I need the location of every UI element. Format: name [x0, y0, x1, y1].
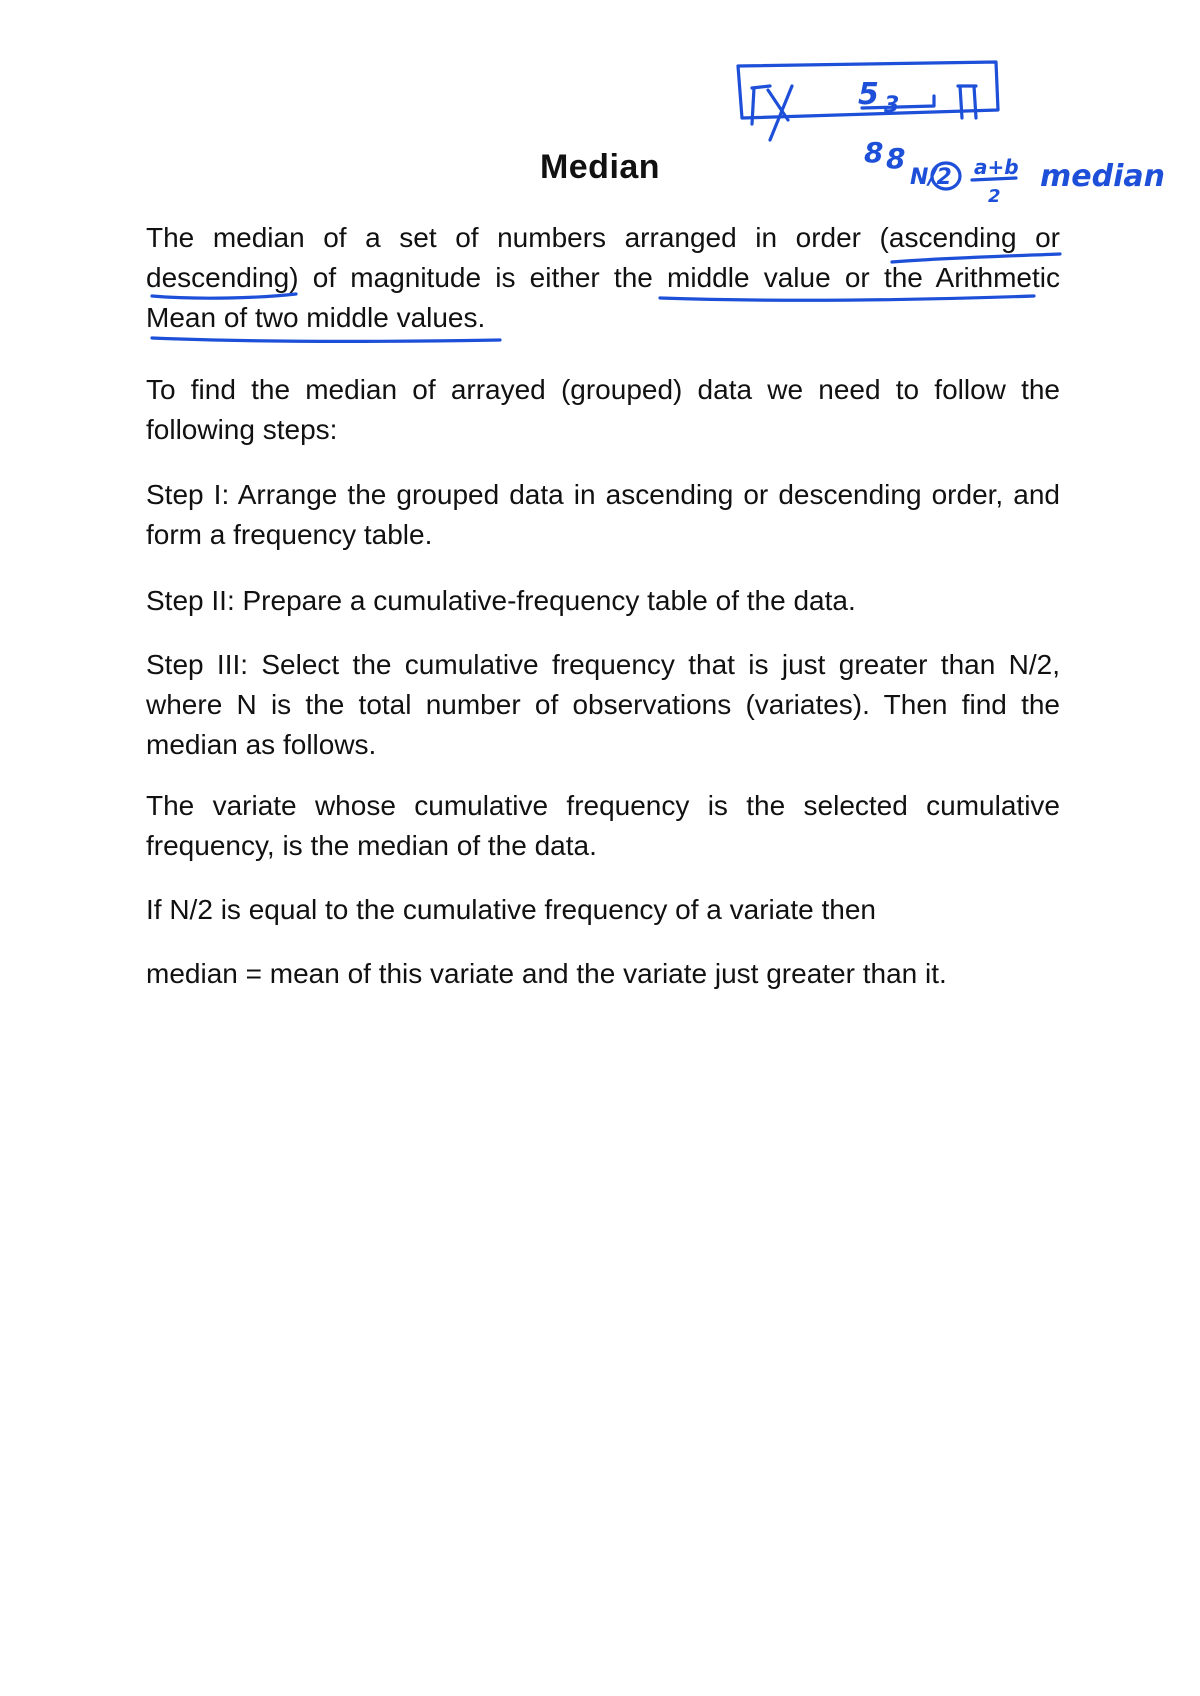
page-title: Median	[539, 148, 661, 186]
paragraph-step-3: Step III: Select the cumulative frequency that is just greater than N/2, where N is the total number of observations (variates). Then find the median as follows.	[146, 649, 1060, 760]
ink-underline-mean	[152, 338, 500, 341]
paragraph-definition: The median of a set of numbers arranged in order (ascending or descending) of magnitude is either the middle value or the Arithmetic Mean of two middle values.	[146, 222, 1060, 333]
paragraph-variate-median: The variate whose cumulative frequency is the selected cumulative frequency, is the median of the data.	[146, 790, 1060, 861]
ink-denominator: 2	[988, 186, 1001, 207]
paragraph-mean-rule: median = mean of this variate and the variate just greater than it.	[146, 958, 947, 989]
ink-box	[738, 62, 998, 118]
ink-n-over-2: N/2	[910, 165, 952, 190]
ink-digit: 8	[886, 142, 906, 175]
paragraph-equal-case: If N/2 is equal to the cumulative frequency of a variate then	[146, 894, 876, 925]
paragraph-intro-steps: To find the median of arrayed (grouped) data we need to follow the following steps:	[146, 374, 1060, 445]
ink-digit: 3	[884, 93, 900, 118]
ink-left-bracket	[752, 86, 770, 124]
paragraph-step-2: Step II: Prepare a cumulative-frequency table of the data.	[146, 585, 856, 616]
ink-median-word: median	[1040, 159, 1165, 194]
ink-digit-underline	[862, 96, 934, 108]
ink-digit: 8	[864, 136, 884, 169]
ink-x-mark	[768, 86, 792, 140]
ink-a-plus-b: a+b	[974, 155, 1019, 179]
ink-right-bracket	[958, 86, 976, 118]
paragraph-step-1: Step I: Arrange the grouped data in ascending or descending order, and form a frequency table.	[146, 479, 1060, 550]
ink-digit: 5	[858, 77, 879, 112]
